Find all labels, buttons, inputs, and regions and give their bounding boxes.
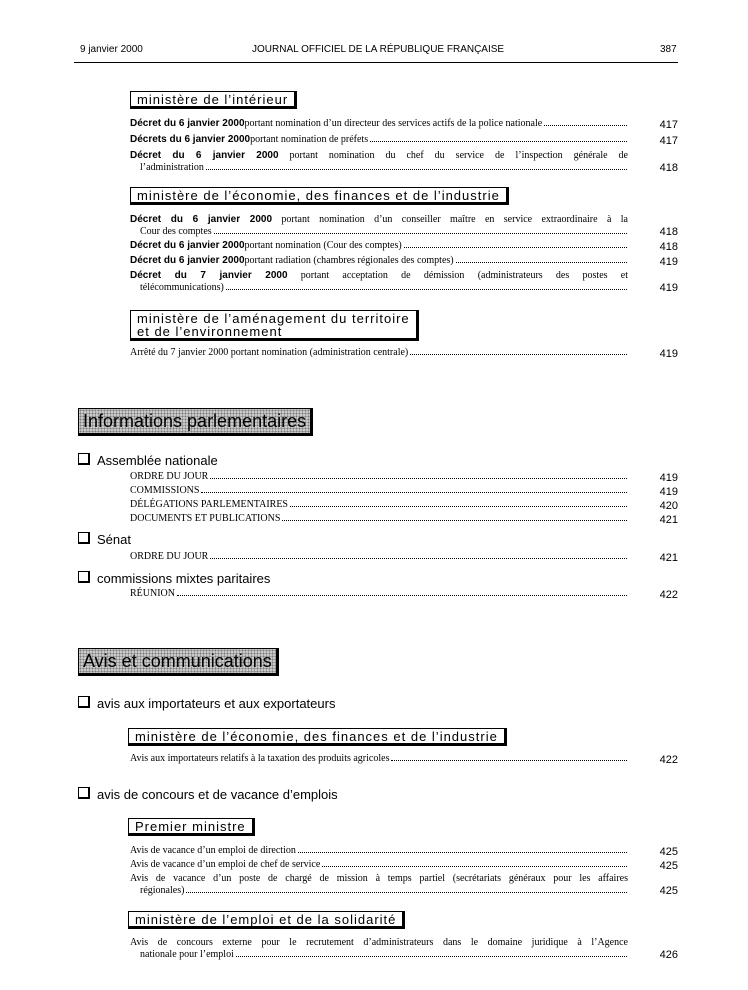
checkbox-icon xyxy=(78,696,90,708)
section-title-interieur: ministère de l’intérieur xyxy=(130,91,297,109)
section-title-amenagement xyxy=(130,310,419,341)
section-title-line-1: ministère de l’aménagement du territoire xyxy=(137,311,410,326)
section-title-premier-ministre: Premier ministre xyxy=(128,818,255,836)
subsection-avis-concours xyxy=(78,787,338,802)
entry-text-continued: télécommunications) xyxy=(140,282,224,293)
leader-dots xyxy=(282,519,627,521)
leader-dots xyxy=(404,246,627,248)
entry-line-2 xyxy=(130,885,628,897)
leader-dots xyxy=(210,477,627,479)
entry-line-2 xyxy=(130,282,628,294)
checkbox-icon xyxy=(78,787,90,799)
entry-text: Avis aux importateurs relatifs à la taxation des produits agricoles xyxy=(130,753,390,764)
page-ref: 418 xyxy=(659,241,678,253)
subsection-title: Sénat xyxy=(97,532,131,547)
leader-dots xyxy=(226,288,627,290)
entry-text-continued: nationale pour l’emploi xyxy=(140,949,234,960)
banner-informations-parlementaires: Informations parlementaires xyxy=(78,408,313,436)
entry-text: portant nomination du chef du service de l’inspection générale de xyxy=(278,150,628,161)
leader-dots xyxy=(177,594,627,596)
page-ref: 417 xyxy=(659,119,678,131)
entry-bold-title: Décret du 6 janvier 2000 xyxy=(130,118,245,129)
entry-line-1 xyxy=(130,214,628,226)
subsection-avis-importateurs xyxy=(78,696,335,711)
entry-text: RÉUNION xyxy=(130,588,175,599)
leader-dots xyxy=(214,232,627,234)
leader-dots xyxy=(206,168,627,170)
toc-entry[interactable] xyxy=(130,859,628,871)
leader-dots xyxy=(456,261,627,263)
toc-entry[interactable] xyxy=(130,150,628,174)
header-page-number: 387 xyxy=(660,44,677,55)
entry-line-1 xyxy=(130,150,628,162)
toc-entry[interactable] xyxy=(130,134,628,146)
toc-entry[interactable] xyxy=(130,937,628,961)
page-ref: 425 xyxy=(659,846,678,858)
section-title-emploi-solidarite: ministère de l’emploi et de la solidarité xyxy=(128,911,405,929)
leader-dots xyxy=(236,955,627,957)
page-ref: 420 xyxy=(659,500,678,512)
leader-dots xyxy=(322,865,627,867)
entry-text: portant nomination de préfets xyxy=(250,134,369,145)
page-ref: 418 xyxy=(659,162,678,174)
leader-dots xyxy=(544,124,627,126)
section-title-economie-avis: ministère de l’économie, des finances et de l’industrie xyxy=(128,728,507,746)
checkbox-icon xyxy=(78,532,90,544)
entry-bold-title: Décret du 6 janvier 2000 xyxy=(130,214,273,225)
subsection-title: avis de concours et de vacance d’emplois xyxy=(97,787,338,802)
page-ref: 417 xyxy=(659,135,678,147)
entry-line-1 xyxy=(130,270,628,282)
leader-dots xyxy=(298,851,627,853)
checkbox-icon xyxy=(78,453,90,465)
entry-bold-title: Décret du 6 janvier 2000 xyxy=(130,150,279,161)
toc-entry[interactable] xyxy=(130,551,628,563)
toc-entry[interactable] xyxy=(130,118,628,130)
entry-text-continued: Cour des comptes xyxy=(140,226,212,237)
subsection-title: avis aux importateurs et aux exportateurs xyxy=(97,696,336,711)
leader-dots xyxy=(186,891,627,893)
toc-entry[interactable] xyxy=(130,485,628,497)
entry-bold-title: Décret du 6 janvier 2000 xyxy=(130,255,245,266)
subsection-title: Assemblée nationale xyxy=(97,453,218,468)
toc-entry[interactable] xyxy=(130,845,628,857)
page-ref: 419 xyxy=(659,282,678,294)
toc-entry[interactable] xyxy=(130,471,628,483)
toc-entry[interactable] xyxy=(130,270,628,294)
toc-entry[interactable] xyxy=(130,513,628,525)
entry-text: Avis de vacance d’un emploi de direction xyxy=(130,845,296,856)
toc-entry[interactable] xyxy=(130,214,628,238)
page-ref: 419 xyxy=(659,486,678,498)
page-ref: 419 xyxy=(659,348,678,360)
subsection-senat xyxy=(78,532,131,547)
entry-text: Avis de vacance d’un emploi de chef de service xyxy=(130,859,321,870)
entry-text: ORDRE DU JOUR xyxy=(130,551,209,562)
entry-text-continued: régionales) xyxy=(140,885,185,896)
subsection-assemblee-nationale xyxy=(78,453,218,468)
page-ref: 425 xyxy=(659,860,678,872)
checkbox-icon xyxy=(78,571,90,583)
entry-line-2 xyxy=(130,226,628,238)
entry-text: Arrêté du 7 janvier 2000 portant nomination (administration centrale) xyxy=(130,347,409,358)
entry-line-2 xyxy=(130,949,628,961)
entry-text: portant nomination (Cour des comptes) xyxy=(244,240,402,251)
entry-line-1 xyxy=(130,873,628,885)
page-ref: 421 xyxy=(659,514,678,526)
section-title-line-2: et de l’environnement xyxy=(137,324,283,339)
page-ref: 425 xyxy=(659,885,678,897)
entry-text: DÉLÉGATIONS PARLEMENTAIRES xyxy=(130,499,288,510)
entry-text: DOCUMENTS ET PUBLICATIONS xyxy=(130,513,281,524)
page-ref: 419 xyxy=(659,256,678,268)
header-date: 9 janvier 2000 xyxy=(80,44,143,55)
leader-dots xyxy=(410,353,627,355)
entry-text: portant nomination d’un directeur des services actifs de la police nationale xyxy=(244,118,543,129)
subsection-commissions-mixtes-paritaires xyxy=(78,571,270,586)
page-ref: 419 xyxy=(659,472,678,484)
entry-line-2 xyxy=(130,162,628,174)
entry-text: portant radiation (chambres régionales des comptes) xyxy=(244,255,454,266)
entry-bold-title: Décret du 6 janvier 2000 xyxy=(130,240,245,251)
entry-text: portant nomination d’un conseiller maître en service extraordinaire à la xyxy=(272,214,628,225)
toc-entry[interactable] xyxy=(130,499,628,511)
section-title-economie: ministère de l’économie, des finances et de l’industrie xyxy=(130,187,509,205)
entry-text: Avis de concours externe pour le recrutement d’administrateurs dans le domaine juridique à l’Agence xyxy=(130,937,628,948)
toc-entry[interactable] xyxy=(130,347,628,359)
leader-dots xyxy=(391,759,627,761)
toc-entry[interactable] xyxy=(130,240,628,252)
toc-entry[interactable] xyxy=(130,873,628,897)
page-ref: 426 xyxy=(659,949,678,961)
entry-bold-title: Décrets du 6 janvier 2000 xyxy=(130,134,251,145)
entry-line-1 xyxy=(130,937,628,949)
page-ref: 422 xyxy=(659,754,678,766)
entry-text: COMMISSIONS xyxy=(130,485,200,496)
entry-text-continued: l’administration xyxy=(140,162,204,173)
toc-entry[interactable] xyxy=(130,588,628,600)
subsection-title: commissions mixtes paritaires xyxy=(97,571,271,586)
entry-text: ORDRE DU JOUR xyxy=(130,471,209,482)
toc-entry[interactable] xyxy=(130,255,628,267)
entry-text: Avis de vacance d’un poste de chargé de mission à temps partiel (secrétariats généraux pour les affaires xyxy=(130,873,628,884)
page-ref: 418 xyxy=(659,226,678,238)
page-ref: 421 xyxy=(659,552,678,564)
leader-dots xyxy=(201,491,627,493)
page-ref: 422 xyxy=(659,589,678,601)
banner-avis-et-communications: Avis et communications xyxy=(78,648,279,676)
leader-dots xyxy=(290,505,627,507)
leader-dots xyxy=(210,557,627,559)
toc-entry[interactable] xyxy=(130,753,628,765)
header-rule xyxy=(74,62,678,63)
header-journal-title: JOURNAL OFFICIEL DE LA RÉPUBLIQUE FRANÇAISE xyxy=(252,44,505,55)
entry-bold-title: Décret du 7 janvier 2000 xyxy=(130,270,288,281)
leader-dots xyxy=(370,140,627,142)
entry-text: portant acceptation de démission (administrateurs des postes et xyxy=(287,270,628,281)
